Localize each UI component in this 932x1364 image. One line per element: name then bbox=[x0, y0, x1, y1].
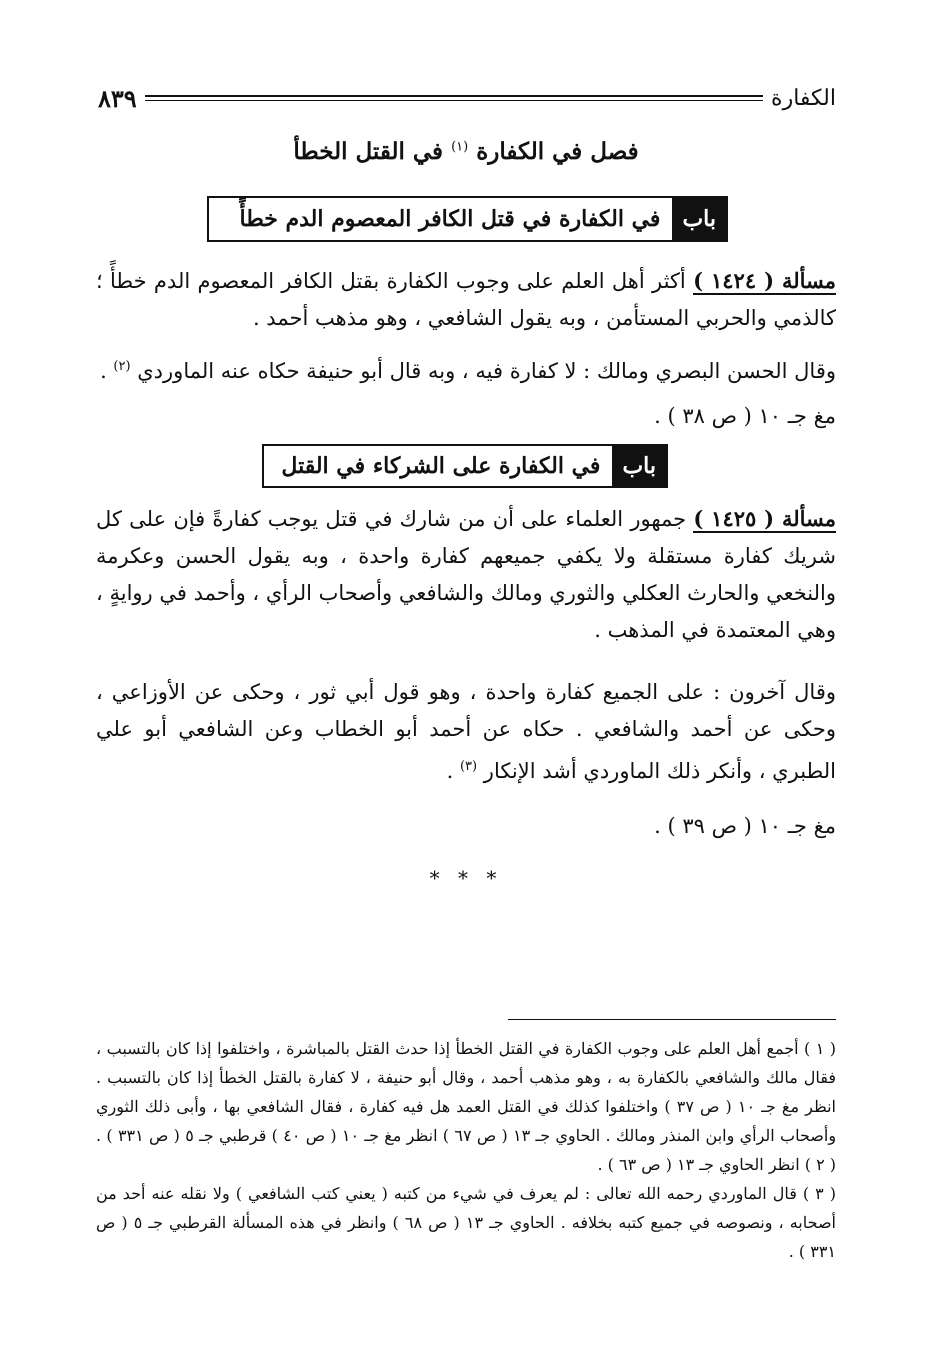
chapter-tag: باب bbox=[672, 198, 726, 240]
paragraph-masala-1425 bbox=[96, 500, 836, 649]
footnote-rule bbox=[508, 1019, 836, 1020]
paragraph-masala-1424 bbox=[96, 262, 836, 337]
paragraph-others bbox=[96, 674, 836, 790]
reference-2: مغ جـ ١٠ ( ص ٣٩ ) . bbox=[654, 814, 836, 838]
paragraph-text: أكثر أهل العلم على وجوب الكفارة بقتل الكافر المعصوم الدم خطأً ؛ كالذمي والحربي المستأمن ، وبه يقول الشافعي ، وهو مذهب أحمد . bbox=[96, 269, 836, 330]
running-header bbox=[98, 80, 836, 116]
chapter-heading-2 bbox=[262, 444, 668, 488]
footnote-1: ( ١ ) أجمع أهل العلم على وجوب الكفارة في القتل الخطأ إذا حدث القتل بالمباشرة ، واختلفوا إذا كان بالتسبب ، فقال مالك والشافعي بالكفارة به ، وهو مذهب أحمد ، وقال أبو حنيفة ، لا كفارة بالقتل الخطأ إذا كان بالتسبب . انظر مغ جـ ١٠ ( ص ٣٧ ) واختلفوا كذلك في القتل العمد هل فيه كفارة ، فقال الشافعي بها ، وأبى ذلك الثوري وأصحاب الرأي وابن المنذر ومالك . الحاوي جـ ١٣ ( ص ٦٧ ) انظر مغ جـ ١٠ ( ص ٤٠ ) قرطبي جـ ٥ ( ص ٣٣١ ) . ( ٢ ) انظر الحاوي جـ ١٣ ( ص ٦٣ ) . bbox=[96, 1039, 837, 1174]
paragraph-text: وقال آخرون : على الجميع كفارة واحدة ، وهو قول أبي ثور ، وحكى عن الأوزاعي ، وحكى عن أحمد والشافعي . حكاه عن أحمد أبو الخطاب وعن الشافعي أبو علي الطبري ، وأنكر ذلك الماوردي أشد الإنكار bbox=[96, 680, 836, 783]
section-title-text-after: في القتل الخطأ bbox=[293, 138, 444, 165]
footnote-ref-1: (١) bbox=[451, 139, 469, 155]
paragraph-text: وقال الحسن البصري ومالك : لا كفارة فيه ، وبه قال أبو حنيفة حكاه عنه الماوردي bbox=[137, 359, 836, 383]
footnote-ref-2: (٢) bbox=[113, 359, 131, 374]
masala-label: مسألة ( ١٤٢٤ ) bbox=[693, 268, 837, 293]
footnote-ref-3: (٣) bbox=[459, 759, 478, 774]
footnotes bbox=[96, 1034, 836, 1266]
header-rule bbox=[145, 95, 763, 101]
chapter-tag: باب bbox=[612, 446, 666, 486]
masala-label: مسألة ( ١٤٢٥ ) bbox=[693, 506, 836, 531]
chapter-heading-1 bbox=[207, 196, 728, 242]
running-title: الكفارة bbox=[771, 85, 836, 111]
paragraph-opinion bbox=[96, 348, 836, 390]
section-title-text: فصل في الكفارة bbox=[476, 138, 639, 165]
paragraph-end: . bbox=[446, 759, 460, 783]
paragraph-end: . bbox=[100, 359, 114, 383]
chapter-title: في الكفارة في قتل الكافر المعصوم الدم خطأً bbox=[239, 206, 661, 232]
section-title bbox=[96, 138, 836, 165]
reference-1: مغ جـ ١٠ ( ص ٣٨ ) . bbox=[654, 404, 836, 428]
footnote-3: ( ٣ ) قال الماوردي رحمه الله تعالى : لم يعرف في شيء من كتبه ( يعني كتب الشافعي ) ولا نقله عنه أحد من أصحابه ، ونصوصه في جميع كتبه بخلافه . الحاوي جـ ١٣ ( ص ٦٨ ) وانظر في هذه المسألة القرطبي جـ ٥ ( ص ٣٣١ ) . bbox=[96, 1184, 836, 1261]
page-number: ٨٣٩ bbox=[98, 83, 137, 113]
chapter-title: في الكفارة على الشركاء في القتل bbox=[281, 453, 601, 479]
paragraph-text: جمهور العلماء على أن من شارك في قتل يوجب كفارةً فإن على كل شريك كفارة مستقلة ولا يكفي جميعهم كفارة واحدة ، وبه يقول الحسن وعكرمة والنخعي والحارث العكلي والثوري ومالك والشافعي وأصحاب الرأي ، وأحمد في روايةٍ ، وهي المعتمدة في المذهب . bbox=[96, 507, 836, 642]
separator: * * * bbox=[429, 866, 503, 890]
